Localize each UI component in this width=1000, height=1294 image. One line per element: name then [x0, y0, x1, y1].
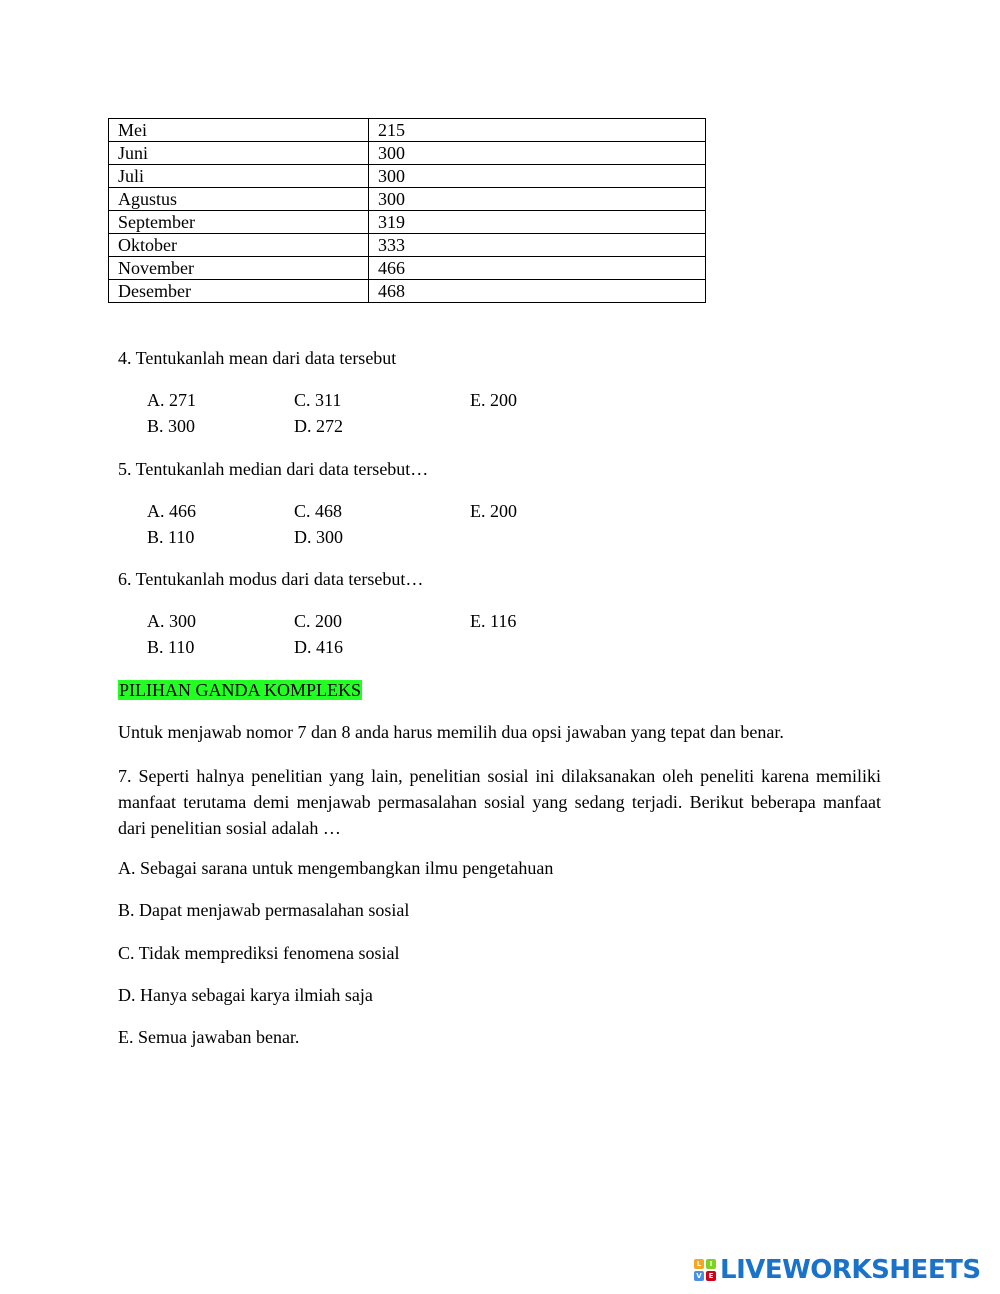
table-row [109, 257, 706, 280]
q5-option-a[interactable]: A. 466 [147, 501, 196, 521]
table-row [109, 142, 706, 165]
q7-option-a[interactable]: A. Sebagai sarana untuk mengembangkan ilmu pengetahuan [118, 858, 554, 878]
table-cell-month: Oktober [109, 234, 369, 257]
logo-grid-icon [694, 1259, 716, 1281]
q5-option-d[interactable]: D. 300 [294, 527, 343, 547]
q4-option-b[interactable]: B. 300 [147, 416, 196, 436]
table-cell-value: 468 [369, 280, 706, 303]
q4-option-c[interactable]: C. 311 [294, 390, 342, 410]
q7-option-c[interactable]: C. Tidak memprediksi fenomena sosial [118, 943, 400, 963]
q4-option-e[interactable]: E. 200 [470, 390, 517, 410]
table-cell-month: Juli [109, 165, 369, 188]
table-cell-month: Desember [109, 280, 369, 303]
table-cell-value: 215 [369, 119, 706, 142]
q7-option-d[interactable]: D. Hanya sebagai karya ilmiah saja [118, 985, 373, 1005]
table-cell-value: 466 [369, 257, 706, 280]
table-row [109, 188, 706, 211]
q6-option-c[interactable]: C. 200 [294, 611, 343, 631]
q4-option-d[interactable]: D. 272 [294, 416, 343, 436]
logo-grid-cell: I [706, 1259, 716, 1269]
q6-option-d[interactable]: D. 416 [294, 637, 343, 657]
table-row [109, 234, 706, 257]
q5-option-b[interactable]: B. 110 [147, 527, 195, 547]
table-row [109, 119, 706, 142]
logo-grid-cell: L [694, 1259, 704, 1269]
table-row [109, 280, 706, 303]
q6-option-e[interactable]: E. 116 [470, 611, 517, 631]
liveworksheets-logo [694, 1255, 981, 1285]
logo-text: LIVEWORKSHEETS [720, 1255, 981, 1285]
table-cell-month: Mei [109, 119, 369, 142]
question-4-text: 4. Tentukanlah mean dari data tersebut [118, 348, 397, 368]
table-cell-month: September [109, 211, 369, 234]
q5-option-e[interactable]: E. 200 [470, 501, 517, 521]
data-table [108, 118, 706, 303]
table-cell-value: 300 [369, 142, 706, 165]
section-heading: PILIHAN GANDA KOMPLEKS [119, 680, 362, 700]
table-cell-value: 319 [369, 211, 706, 234]
table-row [109, 211, 706, 234]
question-7-text: 7. Seperti halnya penelitian yang lain, penelitian sosial ini dilaksanakan oleh peneliti karena memiliki manfaat terutama demi menjawab permasalahan sosial yang sedang terjadi. Berikut beberapa manfaat dari penelitian sosial adalah … [118, 766, 881, 838]
table-cell-month: Juni [109, 142, 369, 165]
question-6-text: 6. Tentukanlah modus dari data tersebut… [118, 569, 424, 589]
instruction-text: Untuk menjawab nomor 7 dan 8 anda harus memilih dua opsi jawaban yang tepat dan benar. [118, 722, 784, 742]
table-cell-value: 333 [369, 234, 706, 257]
logo-grid-cell: E [706, 1271, 716, 1281]
q7-option-b[interactable]: B. Dapat menjawab permasalahan sosial [118, 900, 410, 920]
table-cell-value: 300 [369, 188, 706, 211]
q6-option-b[interactable]: B. 110 [147, 637, 195, 657]
table-cell-month: Agustus [109, 188, 369, 211]
q7-option-e[interactable]: E. Semua jawaban benar. [118, 1027, 300, 1047]
question-5-text: 5. Tentukanlah median dari data tersebut… [118, 459, 429, 479]
q4-option-a[interactable]: A. 271 [147, 390, 196, 410]
table-cell-month: November [109, 257, 369, 280]
logo-grid-cell: V [694, 1271, 704, 1281]
q5-option-c[interactable]: C. 468 [294, 501, 343, 521]
table-row [109, 165, 706, 188]
table-cell-value: 300 [369, 165, 706, 188]
q6-option-a[interactable]: A. 300 [147, 611, 196, 631]
